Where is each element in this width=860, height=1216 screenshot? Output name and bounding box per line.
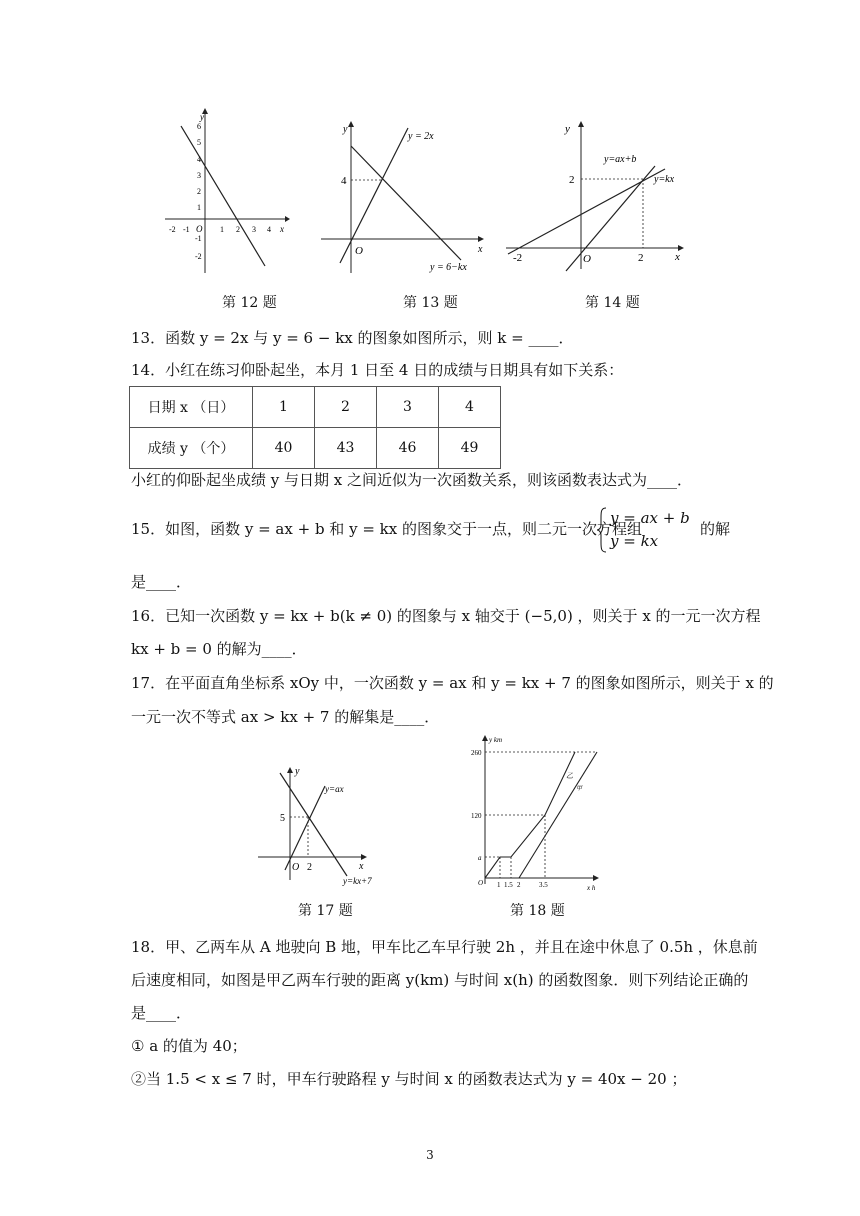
figure-14 xyxy=(503,116,693,271)
table-cell: 43 xyxy=(315,428,377,469)
question-18-a: 18．甲、乙两车从 A 地驶向 B 地，甲车比乙车早行驶 2h ，并且在途中休息了 0.5h ，休息前 xyxy=(131,938,758,956)
table-cell: 3 xyxy=(377,387,439,428)
label-2x: 2 xyxy=(638,252,644,264)
origin-label: O xyxy=(355,245,363,257)
x-axis-label: x xyxy=(675,251,680,263)
caption-fig13: 第 13 题 xyxy=(403,295,458,311)
line-label-2x: y = 2x xyxy=(408,131,434,142)
y-tick-m1: -1 xyxy=(195,234,202,243)
question-13: 13．函数 y = 2x 与 y = 6 − kx 的图象如图所示，则 k = ____． xyxy=(131,329,574,347)
table-cell: 1 xyxy=(253,387,315,428)
caption-fig18: 第 18 题 xyxy=(510,903,565,919)
x-tick-2: 2 xyxy=(236,225,240,234)
y-tick-2: 2 xyxy=(197,187,201,196)
question-15-b: 的解 xyxy=(700,520,731,538)
figure-17 xyxy=(255,760,375,890)
label-5: 5 xyxy=(280,813,285,824)
label-4: 4 xyxy=(341,175,347,187)
line-label-axb: y=ax+b xyxy=(604,154,637,165)
question-16-b: kx + b = 0 的解为____． xyxy=(131,640,307,658)
x-axis-label: x h xyxy=(587,884,596,892)
label-m2: -2 xyxy=(513,252,523,264)
x-tick-4: 4 xyxy=(267,225,271,234)
y-axis-label: y xyxy=(295,766,300,777)
x-axis-label: x xyxy=(478,244,483,255)
figure-18 xyxy=(471,732,615,892)
y-tick-m2: -2 xyxy=(195,252,202,261)
table-row xyxy=(130,387,501,428)
question-16-a: 16．已知一次函数 y = kx + b(k ≠ 0) 的图象与 x 轴交于 (−5,0) ，则关于 x 的一元一次方程 xyxy=(131,607,761,625)
y-tick-4: 4 xyxy=(197,155,201,164)
origin-label: O xyxy=(292,862,300,873)
line-label-kx: y=kx xyxy=(654,174,675,185)
system-eq-1: y = ax + b xyxy=(610,509,690,527)
question-18-b: 后速度相同，如图是甲乙两车行驶的距离 y(km) 与时间 x(h) 的函数图象．则下列结论正确的 xyxy=(131,971,749,989)
y-axis-label: y km xyxy=(489,736,503,744)
question-15-a: 15．如图，函数 y = ax + b 和 y = kx 的图象交于一点，则二元一次方程组 xyxy=(131,520,642,538)
x-tick-1: 1 xyxy=(220,225,224,234)
table-cell: 49 xyxy=(439,428,501,469)
table-header-score: 成绩 y （个） xyxy=(130,428,253,469)
question-18-option-2: ②当 1.5 < x ≤ 7 时，甲车行驶路程 y 与时间 x 的函数表达式为 y = 40x − 20 ； xyxy=(131,1070,687,1088)
line-label-yi: 乙 xyxy=(566,772,573,780)
caption-fig14: 第 14 题 xyxy=(585,295,640,311)
y-axis-label: y xyxy=(200,112,204,122)
origin-label: O xyxy=(478,879,484,887)
table-cell: 40 xyxy=(253,428,315,469)
x-axis-label: x xyxy=(280,224,284,234)
equation-system xyxy=(596,506,716,554)
y-tick-6: 6 xyxy=(197,122,201,131)
line-label-jia: 甲 xyxy=(576,786,583,792)
question-15-c: 是____． xyxy=(131,573,192,591)
label-2: 2 xyxy=(307,862,312,873)
origin-label: O xyxy=(583,253,591,265)
y-label-260: 260 xyxy=(471,749,482,757)
x-axis-label: x xyxy=(359,861,364,872)
table-cell: 46 xyxy=(377,428,439,469)
caption-fig17: 第 17 题 xyxy=(298,903,353,919)
y-axis-label: y xyxy=(343,124,348,135)
question-18-option-1: ① a 的值为 40； xyxy=(131,1037,247,1055)
figure-12 xyxy=(160,108,290,278)
table-row xyxy=(130,428,501,469)
question-17-b: 一元一次不等式 ax > kx + 7 的解集是____． xyxy=(131,708,440,726)
left-brace-icon xyxy=(596,506,608,554)
question-14-tail: 小红的仰卧起坐成绩 y 与日期 x 之间近似为一次函数关系，则该函数表达式为____． xyxy=(131,471,693,489)
question-18-c: 是____． xyxy=(131,1004,192,1022)
caption-fig12: 第 12 题 xyxy=(222,295,277,311)
line-label-kx7: y=kx+7 xyxy=(343,876,372,886)
x-tick-3: 3 xyxy=(252,225,256,234)
x-tick-m1: -1 xyxy=(183,225,190,234)
data-table xyxy=(129,386,501,469)
system-eq-2: y = kx xyxy=(610,532,659,550)
y-label-a: a xyxy=(478,854,482,862)
x-tick-1: 1 xyxy=(497,881,501,889)
table-header-date: 日期 x （日） xyxy=(130,387,253,428)
x-tick-3-5: 3.5 xyxy=(539,881,548,889)
line-label-6-kx: y = 6−kx xyxy=(430,262,467,273)
x-tick-1-5: 1.5 xyxy=(504,881,513,889)
x-tick-2: 2 xyxy=(517,881,521,889)
question-17-a: 17．在平面直角坐标系 xOy 中，一次函数 y = ax 和 y = kx + 7 的图象如图所示，则关于 x 的 xyxy=(131,674,774,692)
origin-label: O xyxy=(196,224,203,234)
line-label-ax: y=ax xyxy=(325,784,344,794)
figure-13 xyxy=(318,118,488,278)
y-tick-5: 5 xyxy=(197,138,201,147)
y-tick-3: 3 xyxy=(197,171,201,180)
y-tick-1: 1 xyxy=(197,203,201,212)
table-cell: 2 xyxy=(315,387,377,428)
y-label-120: 120 xyxy=(471,812,482,820)
page-number: 3 xyxy=(426,1148,434,1162)
question-14-intro: 14．小红在练习仰卧起坐，本月 1 日至 4 日的成绩与日期具有如下关系： xyxy=(131,361,624,379)
label-2y: 2 xyxy=(569,174,575,186)
x-tick-m2: -2 xyxy=(169,225,176,234)
table-cell: 4 xyxy=(439,387,501,428)
y-axis-label: y xyxy=(565,123,570,135)
